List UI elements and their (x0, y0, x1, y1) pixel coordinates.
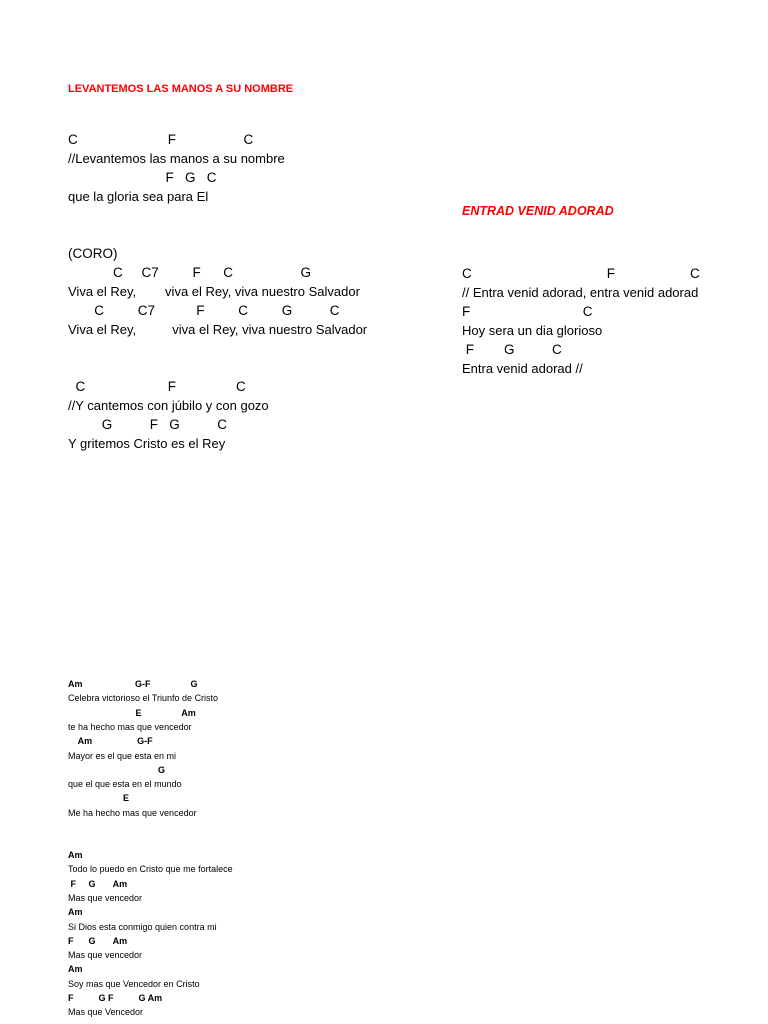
chord-line: Am (68, 850, 83, 860)
song-title-entrad: ENTRAD VENID ADORAD (462, 204, 614, 218)
chord-line: Am G-F (68, 736, 153, 747)
lyric-line: Todo lo puedo en Cristo que me fortalece (68, 864, 233, 875)
lyric-line: que el que esta en el mundo (68, 779, 182, 790)
chorus-label: (CORO) (68, 246, 118, 261)
lyric-line: Mas que Vencedor (68, 1007, 144, 1018)
lyric-line: Entra venid adorad // (462, 361, 583, 376)
chord-line: C F C (462, 266, 700, 281)
chord-line: C C7 F C G (68, 265, 312, 280)
lyric-line: Soy mas que Vencedor en Cristo (68, 978, 200, 989)
lyric-line: //Levantemos las manos a su nombre (68, 151, 285, 166)
chord-line: F C (462, 304, 593, 319)
chord-line: Am G-F G (68, 679, 198, 689)
chord-line: F G Am (68, 878, 128, 889)
lyric-line: Mas que vencedor (68, 950, 143, 961)
chord-line: F G Am (68, 935, 128, 946)
lyric-line: Me ha hecho mas que vencedor (68, 807, 197, 818)
lyric-line: Celebra victorioso el Triunfo de Cristo (68, 693, 219, 704)
lyric-line: // Entra venid adorad, entra venid adorad (462, 285, 699, 300)
chord-line: C F C (68, 132, 254, 147)
chord-line: F G C (462, 342, 562, 357)
chord-line: F G F G Am (68, 993, 163, 1003)
lyric-line: Si Dios esta conmigo quien contra mi (68, 921, 217, 932)
chord-line: G (68, 764, 166, 775)
lyric-line: Viva el Rey, viva el Rey, viva nuestro Salvador (68, 322, 368, 337)
chord-line: Am (68, 964, 83, 975)
chord-line: E Am (68, 707, 196, 718)
chord-line: E (68, 793, 130, 804)
lyric-line: //Y cantemos con júbilo y con gozo (68, 398, 269, 413)
lyric-line: Hoy sera un dia glorioso (462, 323, 603, 338)
song-title-levantemos: LEVANTEMOS LAS MANOS A SU NOMBRE (68, 83, 294, 95)
lyric-line: Y gritemos Cristo es el Rey (68, 436, 226, 451)
lyric-line: Mas que vencedor (68, 892, 143, 903)
chord-line: C C7 F C G C (68, 303, 340, 318)
lyric-line: Mayor es el que esta en mi (68, 750, 177, 761)
lyric-line: que la gloria sea para El (68, 189, 209, 204)
chord-line: F G C (68, 170, 217, 185)
chord-line: G F G C (68, 417, 228, 432)
chord-line: Am (68, 907, 83, 918)
lyric-line: te ha hecho mas que vencedor (68, 721, 192, 732)
lyric-line: Viva el Rey, viva el Rey, viva nuestro Salvador (68, 284, 360, 299)
chord-line: C F C (68, 379, 246, 394)
